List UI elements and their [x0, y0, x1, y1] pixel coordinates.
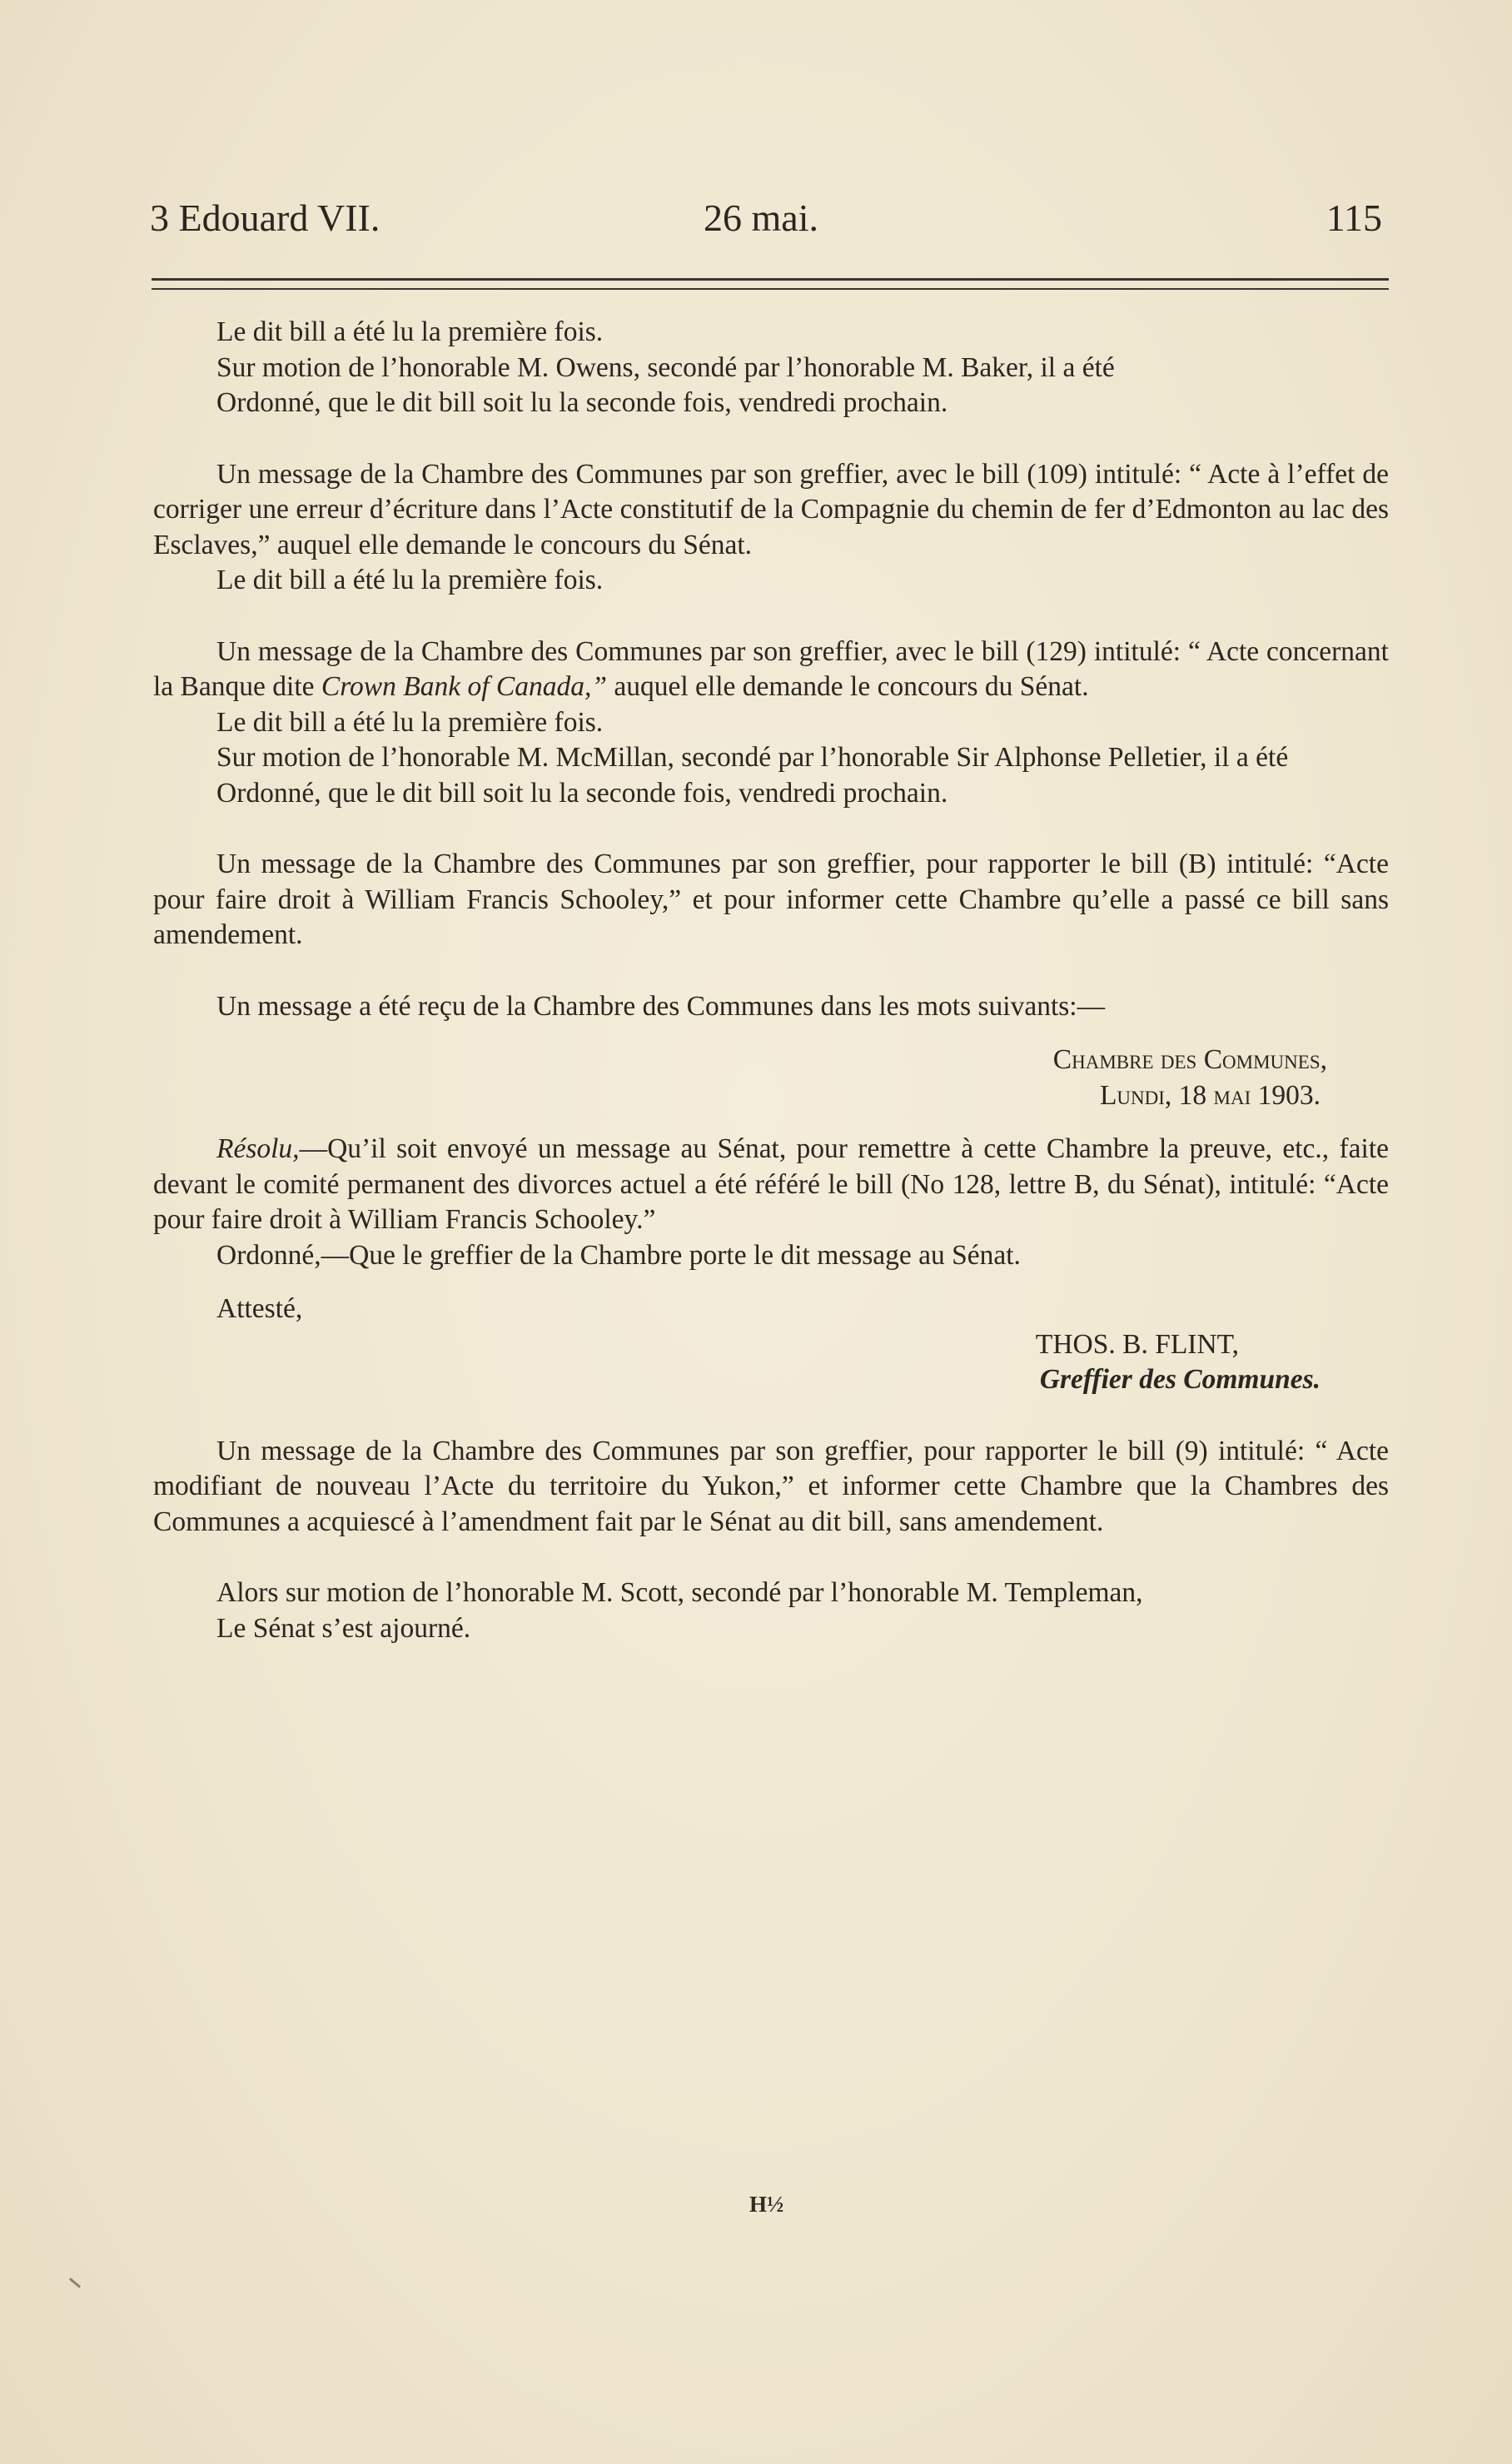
signer-title: Greffier des Communes. [1039, 1364, 1321, 1395]
paragraph-gap [153, 811, 1389, 847]
paragraph: Alors sur motion de l’honorable M. Scott, secondé par l’honorable M. Templeman, [216, 1577, 1143, 1608]
paragraph: Sur motion de l’honorable M. McMillan, secondé par l’honorable Sir Alphonse Pelletier, il a été [216, 742, 1289, 773]
paragraph: Le Sénat s’est ajourné. [216, 1612, 471, 1644]
message-date: Lundi, 18 mai 1903. [1099, 1079, 1321, 1111]
paper-mark [69, 2277, 81, 2288]
header-date: 26 mai. [704, 197, 818, 239]
text-run: —Qu’il soit envoyé un message au Sénat, pour remettre à cette Chambre la preuve, etc., faite devant le comité permanent des divorces actuel a été référé le bill (No 128, lettre B, du Sénat), intitulé: “Acte pour faire droit à William Francis Schooley.” [153, 1133, 1389, 1235]
paragraph-gap [153, 1540, 1389, 1575]
paragraph: Un message a été reçu de la Chambre des Communes dans les mots suivants:— [216, 990, 1106, 1022]
text-run: Un message de la Chambre des Communes par son greffier, avec le bill (129) intitulé: “ Acte concernant la Banque dite [153, 635, 1389, 702]
paragraph: Le dit bill a été lu la première fois. [216, 706, 604, 738]
paragraph: Ordonné,—Que le greffier de la Chambre porte le dit message au Sénat. [216, 1239, 1021, 1271]
journal-body [153, 315, 1389, 1646]
paragraph-gap [153, 1273, 1389, 1292]
header-rule-top [152, 278, 1389, 281]
paragraph: Le dit bill a été lu la première fois. [216, 316, 604, 347]
printer-signature-mark: H½ [749, 2192, 784, 2217]
paragraph: Un message de la Chambre des Communes par son greffier, avec le bill (109) intitulé: “ Acte à l’effet de corriger une erreur d’écriture dans l’Acte constitutif de la Compagnie du chemin de fer d’Edmonton au lac des Esclaves,” auquel elle demande le concours du Sénat. [153, 458, 1389, 560]
paragraph [153, 635, 1389, 705]
paragraph: Sur motion de l’honorable M. Owens, secondé par l’honorable M. Baker, il a été [216, 351, 1115, 383]
paragraph-gap [153, 1024, 1389, 1043]
bank-name: Crown Bank of Canada,” [321, 671, 607, 702]
paragraph: Ordonné, que le dit bill soit lu la seconde fois, vendredi prochain. [216, 387, 948, 418]
signer-name: THOS. B. FLINT, [1035, 1328, 1239, 1360]
resolution [153, 1132, 1389, 1238]
paragraph-gap [153, 1398, 1389, 1434]
header-regnal-year: 3 Edouard VII. [150, 197, 380, 239]
header-rule-bottom [152, 288, 1389, 290]
page-number: 115 [1325, 197, 1382, 239]
paragraph-gap [153, 421, 1389, 457]
text-run: auquel elle demande le concours du Sénat. [606, 671, 1089, 702]
chambre-heading: Chambre des Communes, [1052, 1044, 1327, 1075]
paragraph-gap [153, 599, 1389, 635]
resolu-label: Résolu, [216, 1133, 300, 1164]
paragraph-gap [153, 1113, 1389, 1132]
paragraph-gap [153, 953, 1389, 989]
paragraph: Le dit bill a été lu la première fois. [216, 565, 604, 595]
paragraph: Ordonné, que le dit bill soit lu la seconde fois, vendredi prochain. [216, 777, 948, 809]
paragraph: Un message de la Chambre des Communes par son greffier, pour rapporter le bill (9) intitulé: “ Acte modifiant de nouveau l’Acte du territoire du Yukon,” et informer cette Chambre que la Chambres des Communes a acquiescé à l’amendment fait par le Sénat au dit bill, sans amendement. [153, 1435, 1389, 1537]
paragraph: Un message de la Chambre des Communes par son greffier, pour rapporter le bill (B) intitulé: “Acte pour faire droit à William Francis Schooley,” et pour informer cette Chambre qu’elle a passé ce bill sans amendement. [153, 849, 1389, 950]
running-head [150, 193, 1382, 243]
attestation: Attesté, [216, 1293, 303, 1324]
